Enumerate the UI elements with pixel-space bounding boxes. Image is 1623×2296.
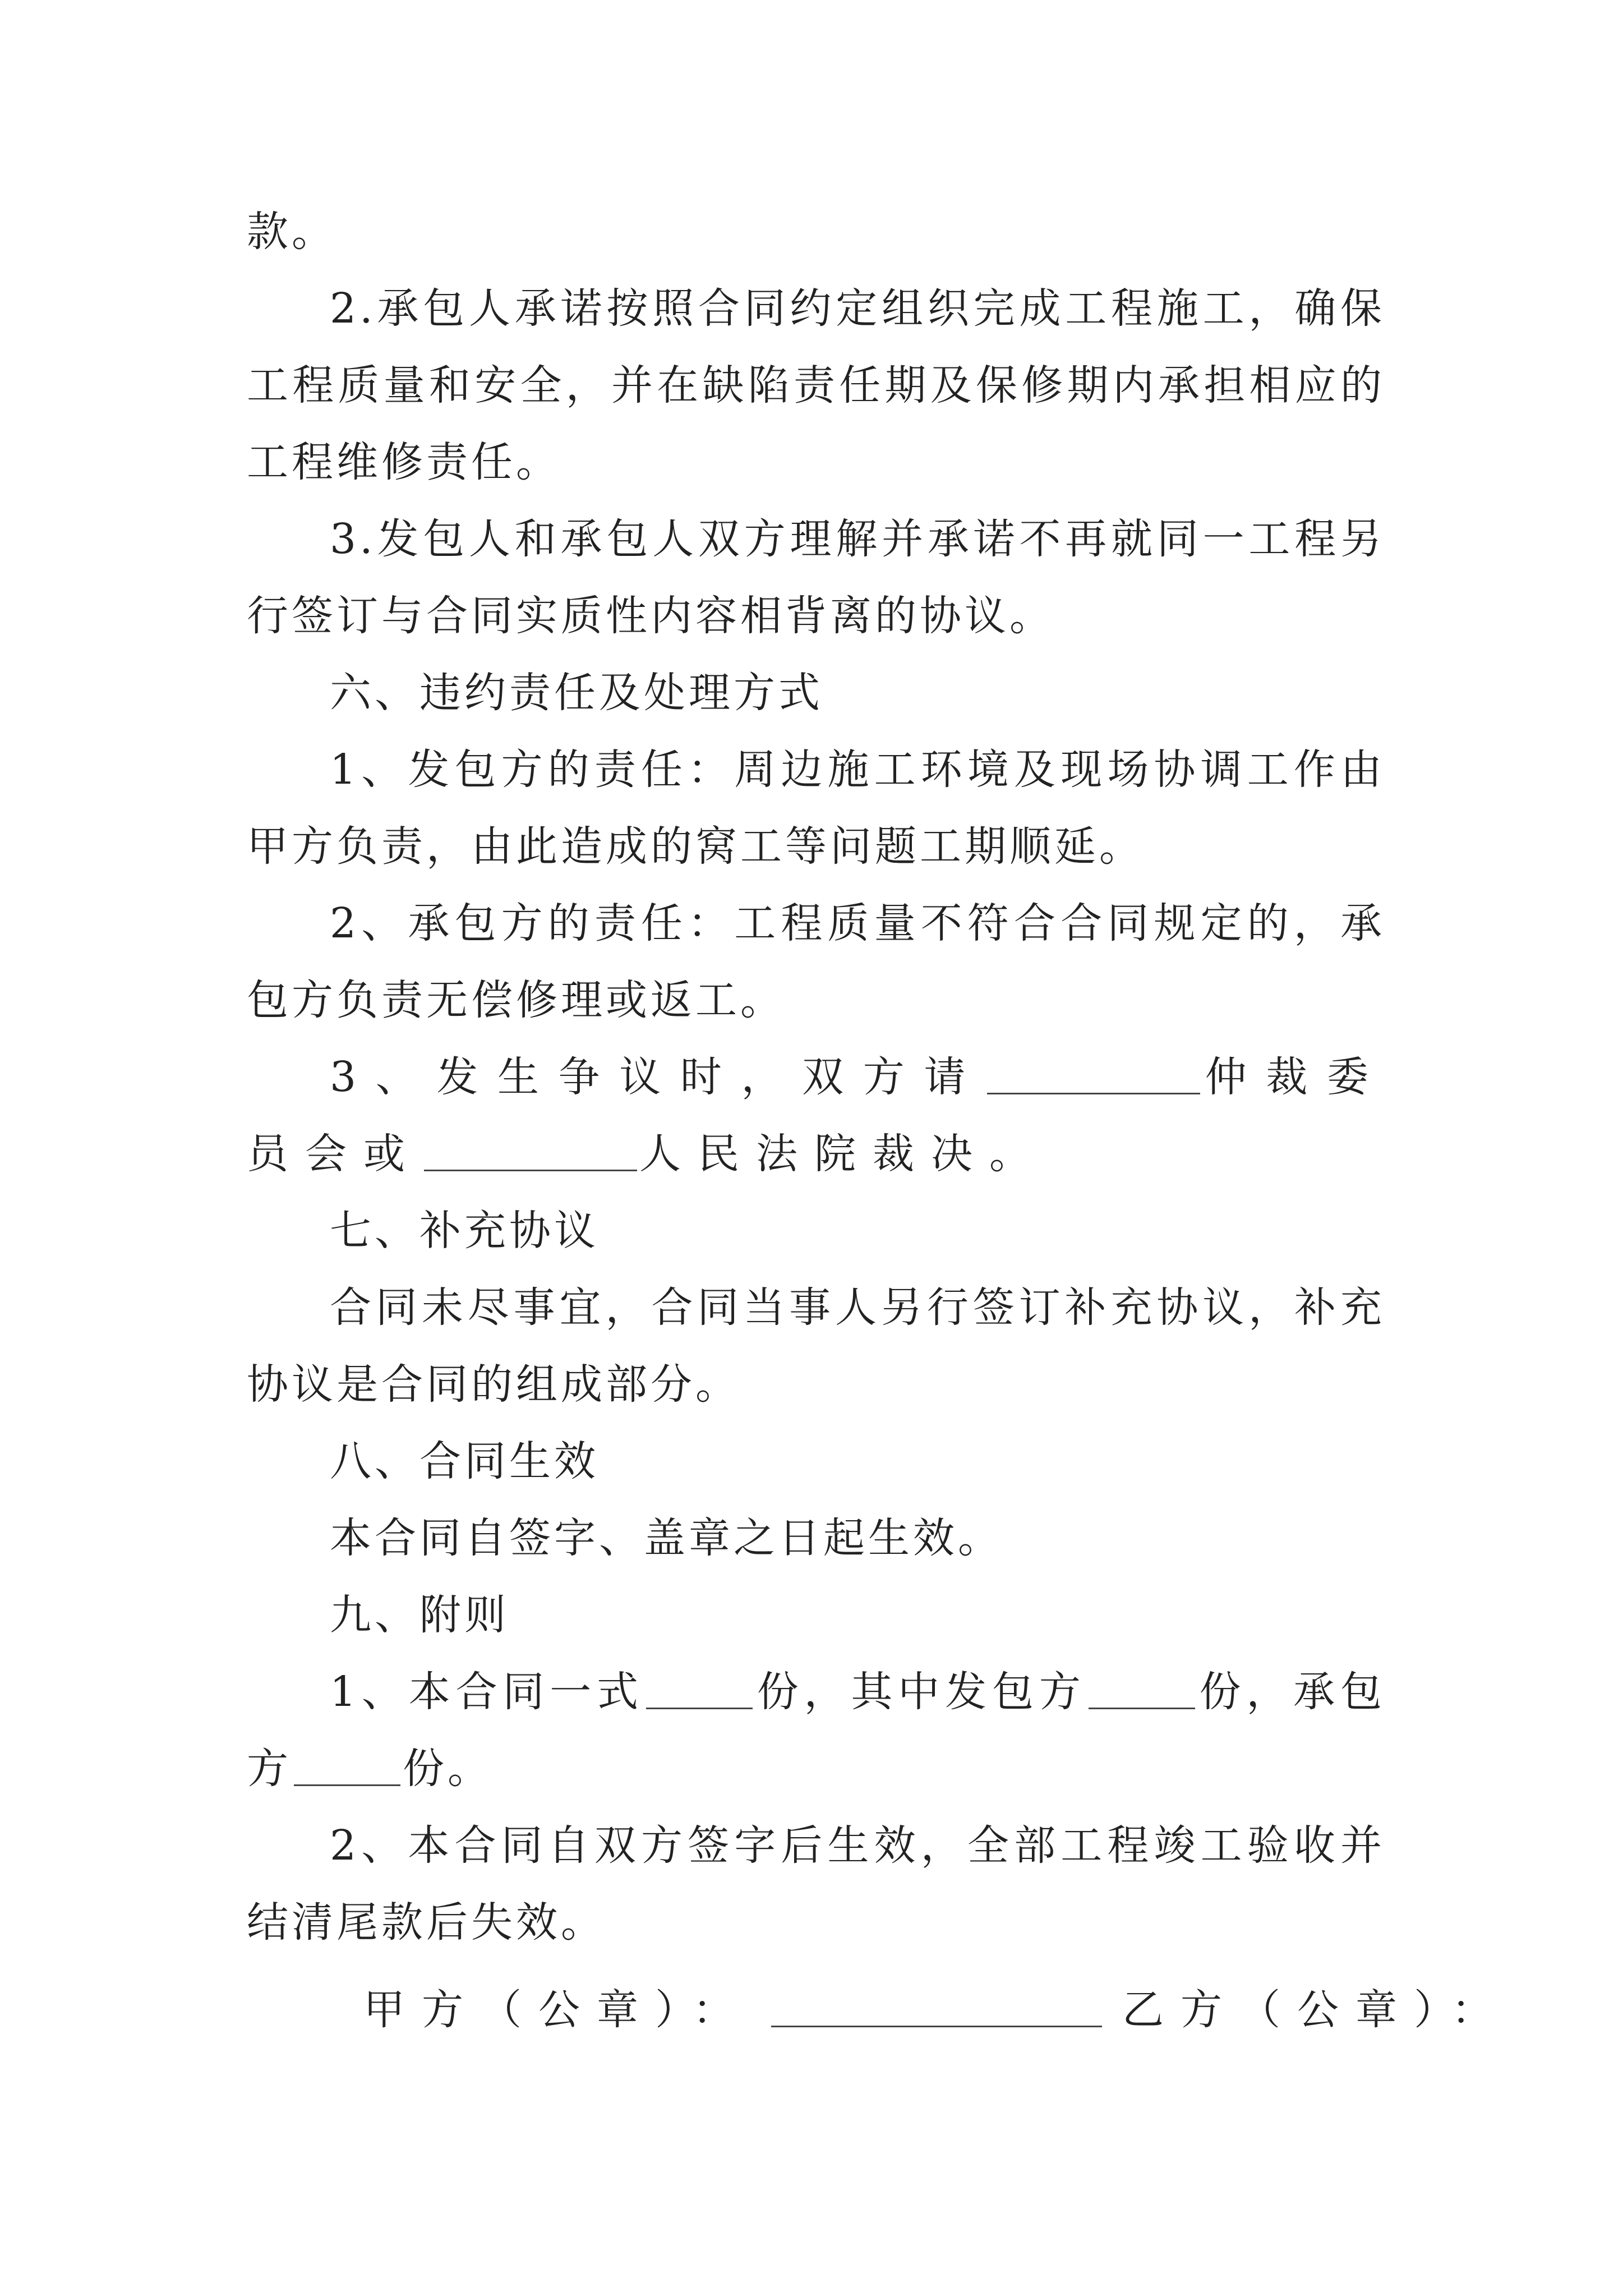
party-b-label: 乙方（公章）： xyxy=(1122,1986,1510,2034)
section-heading-6: 六、违约责任及处理方式 xyxy=(330,669,823,717)
clause-6-2: 2、承包方的责任：工程质量不符合合同规定的，承包方负责无偿修理或返工。 xyxy=(247,899,1385,1024)
clause-6-3 xyxy=(247,1039,1385,1193)
clause-5-3: 3.发包人和承包人双方理解并承诺不再就同一工程另行签订与合同实质性内容相背离的协议。 xyxy=(247,515,1385,640)
section-heading-7: 七、补充协议 xyxy=(330,1207,599,1255)
copies-employer-blank xyxy=(1089,1666,1195,1709)
contract-body xyxy=(247,194,1385,1961)
clause-9-1-text-a: 1、本合同一式 xyxy=(330,1668,644,1716)
section-heading-8: 八、合同生效 xyxy=(330,1437,599,1485)
section-heading-9: 九、附则 xyxy=(330,1591,509,1639)
court-blank xyxy=(424,1128,637,1171)
party-a-label: 甲方（公章）： xyxy=(363,1986,751,2034)
clause-9-1-text-b: 份，其中发包方 xyxy=(754,1668,1086,1716)
clause-9-2: 2、本合同自双方签字后生效，全部工程竣工验收并结清尾款后失效。 xyxy=(247,1821,1385,1947)
clause-5-2: 2.承包人承诺按照合同约定组织完成工程施工，确保工程质量和安全，并在缺陷责任期及保修期内承担相应的工程维修责任。 xyxy=(247,284,1385,486)
copies-total-blank xyxy=(646,1666,753,1709)
clause-6-1: 1、发包方的责任：周边施工环境及现场协调工作由甲方负责，由此造成的窝工等问题工期顺延。 xyxy=(247,746,1385,871)
party-a-signature-blank xyxy=(771,1984,1102,2027)
clause-8: 本合同自签字、盖章之日起生效。 xyxy=(330,1514,1003,1562)
copies-contractor-blank xyxy=(294,1743,400,1786)
clause-6-3-text-c: 人民法院裁决。 xyxy=(639,1130,1048,1178)
arbitration-blank xyxy=(987,1051,1200,1094)
clause-6-3-text-b: 仲裁委员会或 xyxy=(247,1053,1385,1178)
paragraph-continuation: 款。 xyxy=(247,208,336,256)
clause-7: 合同未尽事宜，合同当事人另行签订补充协议，补充协议是合同的组成部分。 xyxy=(247,1283,1385,1409)
clause-9-1 xyxy=(247,1654,1385,1807)
signature-line xyxy=(363,1972,1510,2049)
clause-6-3-text-a: 3、发生争议时，双方请 xyxy=(330,1053,985,1101)
clause-9-1-text-c: 份，承包方 xyxy=(247,1668,1386,1793)
clause-9-1-text-d: 份。 xyxy=(403,1745,492,1793)
